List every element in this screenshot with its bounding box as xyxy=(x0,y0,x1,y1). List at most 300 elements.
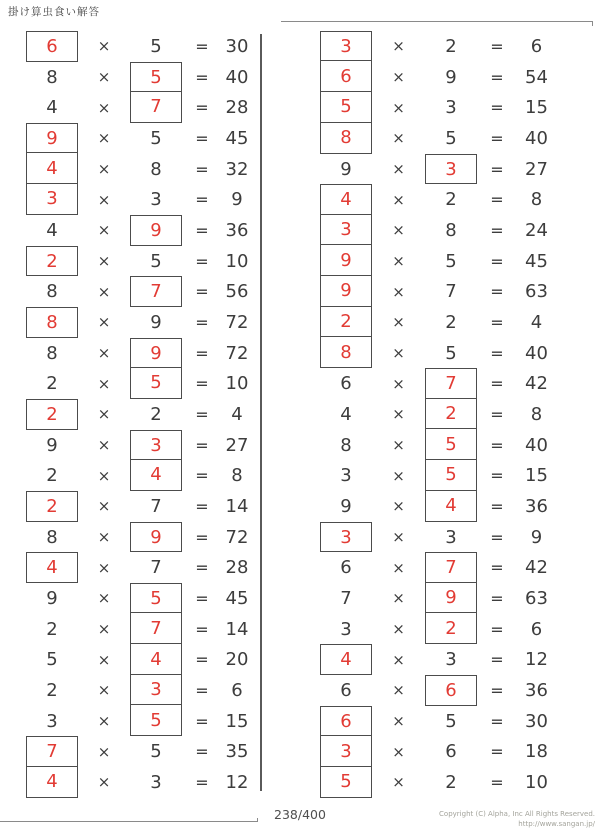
operand-a-cell xyxy=(320,307,372,338)
multiply-sign: × xyxy=(392,589,405,608)
operand-a: 6 xyxy=(26,31,78,62)
problem-row xyxy=(320,522,556,553)
problem-row xyxy=(320,368,556,399)
multiply-sign: × xyxy=(392,98,405,117)
problem-row xyxy=(26,736,252,767)
operand-a: 9 xyxy=(340,158,352,180)
operand-b: 4 xyxy=(425,490,477,522)
multiply-sign: × xyxy=(392,37,405,56)
operand-a: 3 xyxy=(340,618,352,640)
operand-a-cell xyxy=(26,276,78,307)
operand-b: 5 xyxy=(130,583,182,614)
operand-a-cell xyxy=(26,552,78,583)
operand-b-cell xyxy=(425,62,477,93)
operand-b-cell xyxy=(130,31,182,62)
operand-b-cell xyxy=(425,552,477,583)
name-line xyxy=(281,21,593,23)
operand-b: 5 xyxy=(425,428,477,460)
product-value: 72 xyxy=(225,342,249,364)
operand-b-cell xyxy=(130,276,182,307)
operand-a-cell xyxy=(26,154,78,185)
equals-sign: = xyxy=(490,680,504,700)
equals-sign: = xyxy=(195,251,209,271)
problem-row xyxy=(320,736,556,767)
name-line-tick xyxy=(592,22,593,26)
operand-b: 8 xyxy=(150,158,162,180)
operand-a-cell xyxy=(320,736,372,767)
operand-b-cell xyxy=(130,491,182,522)
multiply-sign: × xyxy=(97,712,111,731)
problem-row xyxy=(320,215,556,246)
problem-row xyxy=(320,123,556,154)
multiply-sign: × xyxy=(392,742,405,761)
problem-row xyxy=(320,583,556,614)
operand-a-cell xyxy=(320,92,372,123)
multiply-sign: × xyxy=(392,313,405,332)
operand-a: 4 xyxy=(26,152,78,184)
operand-b-cell xyxy=(425,123,477,154)
operand-a-cell xyxy=(320,62,372,93)
equals-sign: = xyxy=(490,558,504,578)
product-value: 27 xyxy=(525,158,548,180)
operand-b-cell xyxy=(130,675,182,706)
operand-a-cell xyxy=(320,430,372,461)
operand-b: 3 xyxy=(425,154,477,185)
operand-b-cell xyxy=(425,338,477,369)
product-value: 45 xyxy=(225,587,249,609)
multiply-sign: × xyxy=(392,190,405,209)
problem-row xyxy=(26,430,252,461)
operand-b-cell xyxy=(130,430,182,461)
product-value: 4 xyxy=(530,311,543,333)
operand-b: 2 xyxy=(150,403,162,425)
problem-row xyxy=(26,706,252,737)
equals-sign: = xyxy=(195,67,209,87)
multiply-sign: × xyxy=(392,160,405,179)
problems-column-right xyxy=(320,31,556,798)
operand-b-cell xyxy=(130,123,182,154)
equals-sign: = xyxy=(195,772,209,792)
problem-row xyxy=(26,31,252,62)
operand-a-cell xyxy=(320,644,372,675)
operand-a: 6 xyxy=(320,60,372,92)
operand-b: 7 xyxy=(445,281,457,303)
operand-b-cell xyxy=(425,154,477,185)
problem-row xyxy=(320,491,556,522)
operand-a-cell xyxy=(320,552,372,583)
column-divider xyxy=(260,34,262,791)
operand-a-cell xyxy=(26,92,78,123)
problem-row xyxy=(26,62,252,93)
product-value: 9 xyxy=(530,526,543,548)
operand-a-cell xyxy=(26,460,78,491)
product-value: 8 xyxy=(530,403,543,425)
equals-sign: = xyxy=(490,220,504,240)
product-value: 30 xyxy=(525,710,548,732)
equals-sign: = xyxy=(195,435,209,455)
equals-sign: = xyxy=(195,680,209,700)
operand-a: 8 xyxy=(46,342,58,364)
operand-a: 3 xyxy=(46,710,58,732)
operand-b: 6 xyxy=(445,741,457,763)
multiply-sign: × xyxy=(392,528,405,547)
multiply-sign: × xyxy=(97,436,111,455)
product-value: 12 xyxy=(225,771,249,793)
product-value: 72 xyxy=(225,311,249,333)
operand-b: 7 xyxy=(425,368,477,399)
multiply-sign: × xyxy=(392,712,405,731)
multiply-sign: × xyxy=(392,497,405,516)
operand-a: 3 xyxy=(320,735,372,767)
equals-sign: = xyxy=(490,190,504,210)
product-value: 27 xyxy=(225,434,249,456)
page-title: 掛け算虫食い解答 xyxy=(8,6,100,18)
operand-b-cell xyxy=(130,522,182,553)
operand-a: 2 xyxy=(320,306,372,338)
operand-a: 2 xyxy=(46,618,58,640)
product-value: 8 xyxy=(231,465,243,487)
operand-b: 7 xyxy=(150,557,162,579)
operand-a: 3 xyxy=(320,214,372,246)
operand-a-cell xyxy=(320,123,372,154)
operand-a-cell xyxy=(26,522,78,553)
operand-a: 3 xyxy=(340,465,352,487)
operand-b: 5 xyxy=(150,35,162,57)
operand-b-cell xyxy=(130,184,182,215)
operand-a-cell xyxy=(320,246,372,277)
operand-a: 9 xyxy=(46,587,58,609)
operand-a-cell xyxy=(320,522,372,553)
operand-a-cell xyxy=(320,154,372,185)
equals-sign: = xyxy=(195,711,209,731)
multiply-sign: × xyxy=(97,190,111,209)
operand-b-cell xyxy=(425,430,477,461)
operand-a: 6 xyxy=(340,373,352,395)
operand-b: 2 xyxy=(445,35,457,57)
operand-b-cell xyxy=(130,62,182,93)
multiply-sign: × xyxy=(97,68,111,86)
operand-b: 3 xyxy=(150,189,162,211)
operand-b-cell xyxy=(130,736,182,767)
problem-row xyxy=(320,154,556,185)
operand-a: 3 xyxy=(26,183,78,215)
operand-a: 5 xyxy=(46,649,58,671)
operand-a: 5 xyxy=(320,766,372,798)
problem-row xyxy=(26,307,252,338)
operand-b: 5 xyxy=(150,741,162,763)
operand-b-cell xyxy=(130,614,182,645)
equals-sign: = xyxy=(195,742,209,762)
equals-sign: = xyxy=(195,404,209,424)
operand-b: 5 xyxy=(130,367,182,399)
multiply-sign: × xyxy=(97,160,111,179)
multiply-sign: × xyxy=(97,282,111,301)
multiply-sign: × xyxy=(97,129,111,148)
operand-b-cell xyxy=(425,246,477,277)
multiply-sign: × xyxy=(392,68,405,86)
operand-a: 3 xyxy=(320,31,372,62)
multiply-sign: × xyxy=(97,558,111,577)
product-value: 6 xyxy=(530,618,543,640)
problem-row xyxy=(26,154,252,185)
problem-row xyxy=(26,614,252,645)
product-value: 15 xyxy=(525,465,548,487)
operand-a-cell xyxy=(320,368,372,399)
operand-a-cell xyxy=(26,184,78,215)
operand-b: 5 xyxy=(445,710,457,732)
operand-b-cell xyxy=(425,368,477,399)
operand-a-cell xyxy=(26,491,78,522)
multiply-sign: × xyxy=(392,374,405,393)
product-value: 8 xyxy=(530,189,543,211)
operand-a: 8 xyxy=(320,336,372,368)
operand-a-cell xyxy=(320,184,372,215)
operand-b: 5 xyxy=(150,250,162,272)
operand-a: 6 xyxy=(320,706,372,737)
multiply-sign: × xyxy=(97,681,111,700)
operand-b-cell xyxy=(425,307,477,338)
copyright xyxy=(439,810,595,830)
operand-b: 3 xyxy=(130,674,182,706)
equals-sign: = xyxy=(490,496,504,516)
equals-sign: = xyxy=(490,588,504,608)
operand-b: 7 xyxy=(130,276,182,307)
operand-b-cell xyxy=(130,767,182,798)
problem-row xyxy=(26,491,252,522)
operand-b-cell xyxy=(425,583,477,614)
operand-a: 2 xyxy=(46,679,58,701)
operand-b: 9 xyxy=(425,582,477,614)
operand-b: 3 xyxy=(445,97,457,119)
operand-a: 2 xyxy=(26,399,78,430)
equals-sign: = xyxy=(490,374,504,394)
equals-sign: = xyxy=(195,312,209,332)
multiply-sign: × xyxy=(97,466,111,485)
problem-row xyxy=(26,767,252,798)
operand-b-cell xyxy=(425,491,477,522)
multiply-sign: × xyxy=(97,742,111,761)
equals-sign: = xyxy=(490,527,504,547)
problem-row xyxy=(26,552,252,583)
equals-sign: = xyxy=(490,650,504,670)
operand-a: 8 xyxy=(26,307,78,338)
problem-row xyxy=(26,246,252,277)
operand-a-cell xyxy=(26,399,78,430)
product-value: 40 xyxy=(525,127,548,149)
operand-a: 2 xyxy=(26,246,78,277)
equals-sign: = xyxy=(195,343,209,363)
operand-a-cell xyxy=(320,31,372,62)
equals-sign: = xyxy=(195,619,209,639)
problem-row xyxy=(26,368,252,399)
operand-b: 2 xyxy=(445,311,457,333)
operand-b-cell xyxy=(425,522,477,553)
problem-row xyxy=(320,307,556,338)
footer-line-tick xyxy=(257,818,258,822)
equals-sign: = xyxy=(195,220,209,240)
operand-a-cell xyxy=(26,368,78,399)
multiply-sign: × xyxy=(97,37,111,56)
operand-a: 7 xyxy=(340,587,352,609)
multiply-sign: × xyxy=(97,252,111,271)
product-value: 4 xyxy=(231,403,243,425)
problem-row xyxy=(320,399,556,430)
operand-b: 9 xyxy=(130,338,182,369)
product-value: 63 xyxy=(525,587,548,609)
operand-b: 2 xyxy=(425,612,477,644)
operand-b-cell xyxy=(425,92,477,123)
operand-a-cell xyxy=(320,583,372,614)
operand-a: 8 xyxy=(340,434,352,456)
product-value: 20 xyxy=(225,649,249,671)
problem-row xyxy=(26,522,252,553)
multiply-sign: × xyxy=(392,466,405,485)
operand-b-cell xyxy=(425,460,477,491)
product-value: 56 xyxy=(225,281,249,303)
problem-row xyxy=(26,583,252,614)
problem-row xyxy=(26,215,252,246)
operand-a-cell xyxy=(26,62,78,93)
equals-sign: = xyxy=(195,98,209,118)
equals-sign: = xyxy=(195,496,209,516)
operand-a-cell xyxy=(26,767,78,798)
operand-a-cell xyxy=(26,644,78,675)
operand-b: 5 xyxy=(445,250,457,272)
product-value: 42 xyxy=(525,557,548,579)
multiply-sign: × xyxy=(392,221,405,240)
operand-a: 2 xyxy=(46,373,58,395)
problem-row xyxy=(26,92,252,123)
operand-a: 7 xyxy=(26,736,78,767)
operand-b-cell xyxy=(130,92,182,123)
product-value: 35 xyxy=(225,741,249,763)
operand-a: 9 xyxy=(340,495,352,517)
product-value: 40 xyxy=(225,66,249,88)
operand-b-cell xyxy=(425,706,477,737)
equals-sign: = xyxy=(490,282,504,302)
product-value: 40 xyxy=(525,434,548,456)
problem-row xyxy=(320,184,556,215)
multiply-sign: × xyxy=(392,282,405,301)
operand-b: 7 xyxy=(130,612,182,644)
operand-a-cell xyxy=(26,675,78,706)
operand-b: 3 xyxy=(445,526,457,548)
operand-b: 9 xyxy=(130,215,182,246)
equals-sign: = xyxy=(195,466,209,486)
operand-a: 6 xyxy=(340,557,352,579)
problem-row xyxy=(320,767,556,798)
equals-sign: = xyxy=(195,128,209,148)
operand-a: 4 xyxy=(320,184,372,215)
operand-b-cell xyxy=(130,706,182,737)
page-number: 238/400 xyxy=(274,807,326,822)
operand-b: 6 xyxy=(425,675,477,706)
operand-a-cell xyxy=(320,491,372,522)
operand-a: 4 xyxy=(46,219,58,241)
problem-row xyxy=(320,552,556,583)
product-value: 10 xyxy=(525,771,548,793)
operand-b: 5 xyxy=(445,342,457,364)
operand-b-cell xyxy=(425,767,477,798)
equals-sign: = xyxy=(490,128,504,148)
multiply-sign: × xyxy=(97,650,111,669)
equals-sign: = xyxy=(490,343,504,363)
operand-b-cell xyxy=(130,307,182,338)
problem-row xyxy=(26,338,252,369)
product-value: 6 xyxy=(530,35,543,57)
operand-a-cell xyxy=(320,276,372,307)
operand-a: 8 xyxy=(46,281,58,303)
operand-a-cell xyxy=(320,706,372,737)
multiply-sign: × xyxy=(97,405,111,424)
copyright-line2: http://www.sangan.jp/ xyxy=(518,819,595,828)
equals-sign: = xyxy=(195,36,209,56)
product-value: 36 xyxy=(525,495,548,517)
equals-sign: = xyxy=(490,159,504,179)
operand-a: 9 xyxy=(320,275,372,307)
equals-sign: = xyxy=(195,588,209,608)
product-value: 24 xyxy=(525,219,548,241)
problem-row xyxy=(320,31,556,62)
operand-a-cell xyxy=(320,338,372,369)
problem-row xyxy=(320,62,556,93)
problem-row xyxy=(26,399,252,430)
product-value: 9 xyxy=(231,189,243,211)
multiply-sign: × xyxy=(392,558,405,577)
equals-sign: = xyxy=(490,619,504,639)
operand-a-cell xyxy=(26,706,78,737)
multiply-sign: × xyxy=(392,129,405,148)
operand-a: 3 xyxy=(320,522,372,553)
problem-row xyxy=(320,706,556,737)
operand-b-cell xyxy=(425,644,477,675)
operand-b: 5 xyxy=(130,62,182,93)
operand-b: 9 xyxy=(445,66,457,88)
multiply-sign: × xyxy=(392,650,405,669)
equals-sign: = xyxy=(195,650,209,670)
equals-sign: = xyxy=(195,159,209,179)
operand-a: 8 xyxy=(46,66,58,88)
operand-b-cell xyxy=(130,368,182,399)
equals-sign: = xyxy=(490,711,504,731)
footer-line xyxy=(0,821,258,823)
product-value: 12 xyxy=(525,649,548,671)
operand-b-cell xyxy=(130,583,182,614)
operand-a: 4 xyxy=(340,403,352,425)
multiply-sign: × xyxy=(97,528,111,547)
problem-row xyxy=(320,614,556,645)
operand-b: 3 xyxy=(445,649,457,671)
operand-b: 7 xyxy=(150,495,162,517)
product-value: 15 xyxy=(525,97,548,119)
product-value: 6 xyxy=(231,679,243,701)
problem-row xyxy=(26,184,252,215)
equals-sign: = xyxy=(490,251,504,271)
problem-row xyxy=(320,675,556,706)
multiply-sign: × xyxy=(392,773,405,792)
multiply-sign: × xyxy=(97,773,111,792)
operand-b: 5 xyxy=(425,459,477,491)
multiply-sign: × xyxy=(97,221,111,240)
operand-b: 5 xyxy=(150,127,162,149)
equals-sign: = xyxy=(195,282,209,302)
product-value: 45 xyxy=(225,127,249,149)
multiply-sign: × xyxy=(392,405,405,424)
product-value: 28 xyxy=(225,97,249,119)
product-value: 32 xyxy=(225,158,249,180)
operand-b: 7 xyxy=(130,91,182,123)
multiply-sign: × xyxy=(97,589,111,608)
